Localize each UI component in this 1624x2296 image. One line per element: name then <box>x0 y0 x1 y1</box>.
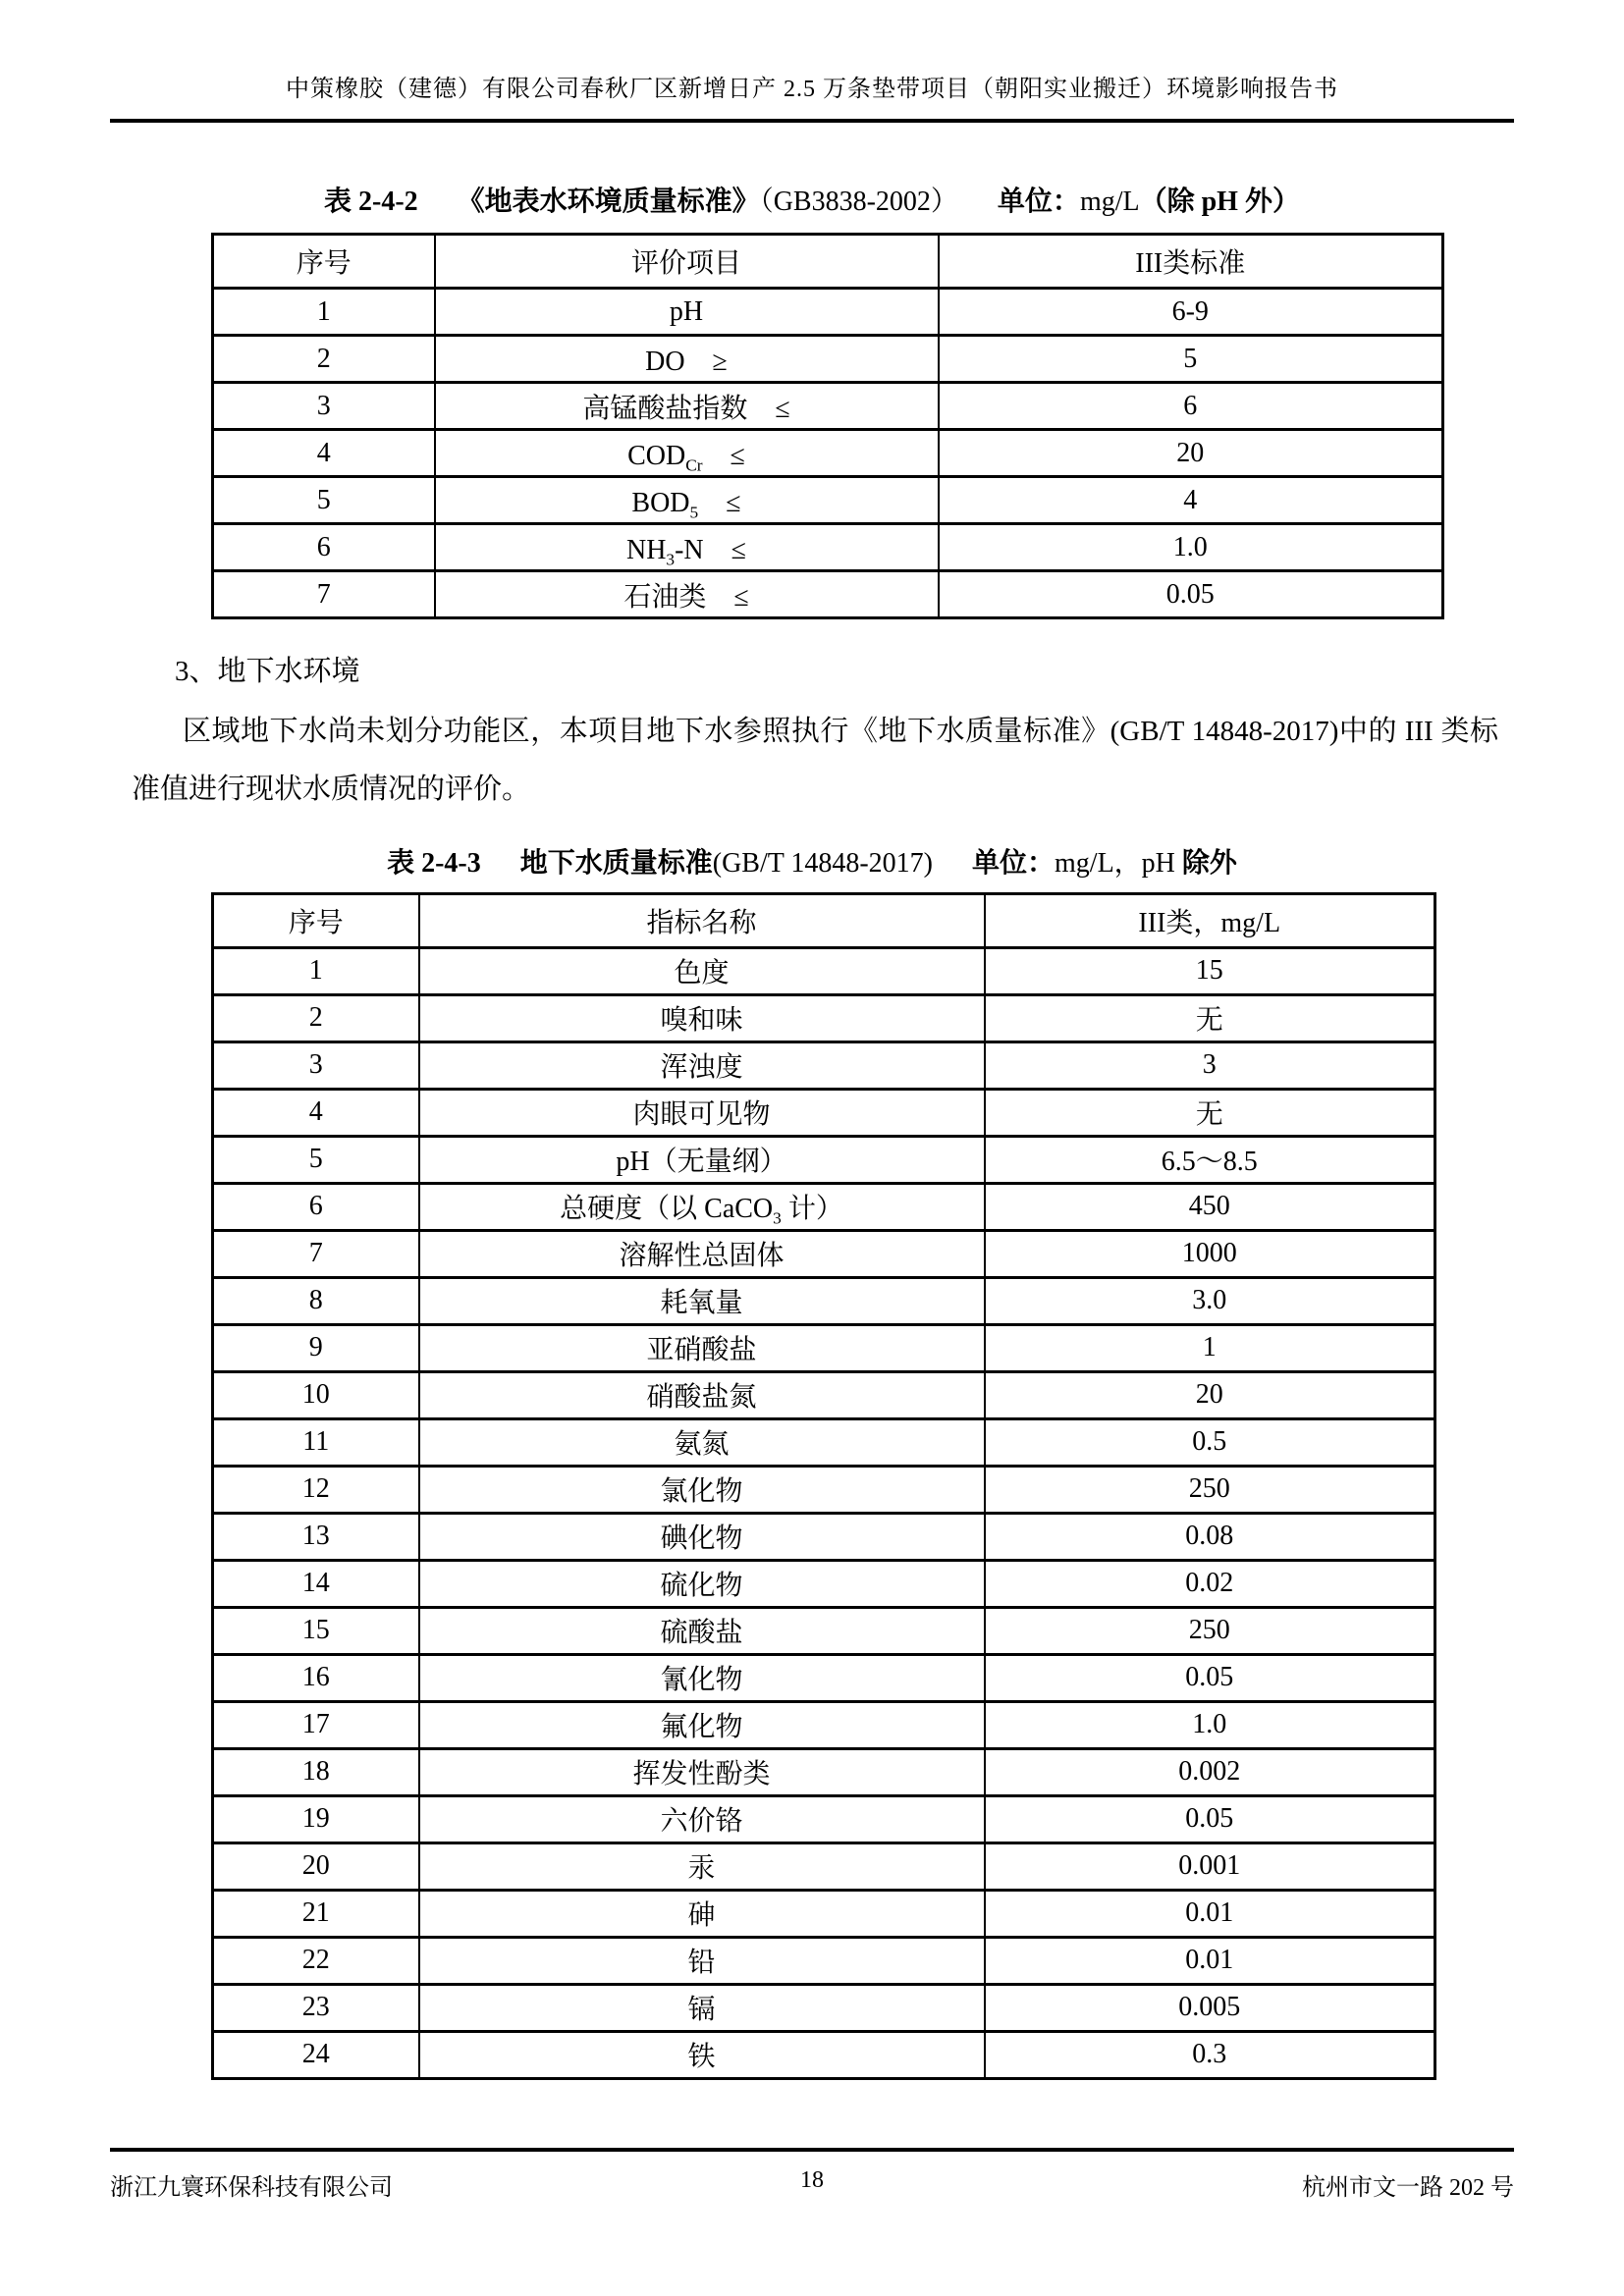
surface-water-standards-table <box>211 233 1444 619</box>
table-cell: DO ≥ <box>435 336 939 383</box>
table-cell: 6 <box>213 524 435 571</box>
section-heading: 3、地下水环境 <box>175 656 360 687</box>
table-row <box>213 524 1443 571</box>
section-paragraph: 区域地下水尚未划分功能区，本项目地下水参照执行《地下水质量标准》(GB/T 14848-2017)中的 III 类标准值进行现状水质情况的评价。 <box>132 716 1498 806</box>
table-cell: 21 <box>213 1890 419 1937</box>
title-segment: 表 2-4-3 <box>387 847 481 879</box>
table-cell: 6 <box>939 383 1443 430</box>
table-cell: 16 <box>213 1654 419 1701</box>
table-cell: 5 <box>213 477 435 524</box>
table-cell: 铅 <box>419 1937 985 1984</box>
column-header-class3: III类，mg/L <box>985 893 1435 947</box>
table-row <box>213 1513 1435 1560</box>
table-cell: 无 <box>985 1089 1435 1136</box>
column-header-no: 序号 <box>213 893 419 947</box>
table-cell: 硝酸盐氮 <box>419 1371 985 1418</box>
table-cell: 2 <box>213 994 419 1041</box>
table-cell: 溶解性总固体 <box>419 1230 985 1277</box>
table-row <box>213 1842 1435 1890</box>
table-cell: 6 <box>213 1183 419 1230</box>
table-cell: 24 <box>213 2031 419 2078</box>
table-row <box>213 1937 1435 1984</box>
table-row <box>213 1230 1435 1277</box>
table-cell: 14 <box>213 1560 419 1607</box>
table-cell: 4 <box>213 430 435 477</box>
table-cell: 1000 <box>985 1230 1435 1277</box>
table-row <box>213 477 1443 524</box>
table-cell: 1.0 <box>985 1701 1435 1748</box>
table-header-row <box>213 235 1443 289</box>
column-header-item: 评价项目 <box>435 235 939 289</box>
footer-address: 杭州市文一路 202 号 <box>1302 2175 1515 2201</box>
table-cell: 高锰酸盐指数 ≤ <box>435 383 939 430</box>
title-segment: 表 2-4-2 <box>324 187 418 217</box>
table-cell: 7 <box>213 571 435 618</box>
table-cell: 1.0 <box>939 524 1443 571</box>
table-cell: $COD_{Cr}$ ≤ <box>435 430 939 477</box>
table-cell: 0.001 <box>985 1842 1435 1890</box>
table-cell: 3 <box>213 1041 419 1089</box>
table1-title <box>0 180 1624 219</box>
table-row <box>213 1890 1435 1937</box>
table-row <box>213 1324 1435 1371</box>
table-cell: 6.5～8.5 <box>985 1136 1435 1183</box>
table-row <box>213 1183 1435 1230</box>
table-cell: 肉眼可见物 <box>419 1089 985 1136</box>
table-header-row <box>213 893 1435 947</box>
table-cell: 19 <box>213 1795 419 1842</box>
table-cell: 1 <box>985 1324 1435 1371</box>
table-row <box>213 1371 1435 1418</box>
table-row <box>213 947 1435 994</box>
table-cell: 17 <box>213 1701 419 1748</box>
table-cell: 4 <box>213 1089 419 1136</box>
table-row <box>213 336 1443 383</box>
table-cell: $NH_3-N$ ≤ <box>435 524 939 571</box>
table-cell: 20 <box>939 430 1443 477</box>
table-cell: 0.05 <box>939 571 1443 618</box>
title-segment: (GB/T 14848-2017) <box>712 847 933 879</box>
table-cell: 0.02 <box>985 1560 1435 1607</box>
title-segment: 除外 <box>1181 847 1237 879</box>
table-cell: 石油类 ≤ <box>435 571 939 618</box>
table-row <box>213 1466 1435 1513</box>
table-cell: 6-9 <box>939 289 1443 336</box>
table-cell: 0.08 <box>985 1513 1435 1560</box>
table-cell: 450 <box>985 1183 1435 1230</box>
table-row <box>213 430 1443 477</box>
table-cell: 7 <box>213 1230 419 1277</box>
table-row <box>213 2031 1435 2078</box>
table-cell: 氯化物 <box>419 1466 985 1513</box>
table-cell: 10 <box>213 1371 419 1418</box>
table-cell: 砷 <box>419 1890 985 1937</box>
title-segment: mg/L，pH <box>1055 847 1182 879</box>
table-row <box>213 1089 1435 1136</box>
table-cell: 氰化物 <box>419 1654 985 1701</box>
table-cell: 20 <box>213 1842 419 1890</box>
table-cell: 氨氮 <box>419 1418 985 1466</box>
column-header-no: 序号 <box>213 235 435 289</box>
table-cell: 5 <box>213 1136 419 1183</box>
table-cell: 2 <box>213 336 435 383</box>
table-row <box>213 1984 1435 2031</box>
document-header-title: 中策橡胶（建德）有限公司春秋厂区新增日产 2.5 万条垫带项目（朝阳实业搬迁）环境影响报告书 <box>286 77 1338 102</box>
table2-title <box>0 841 1624 881</box>
table-row <box>213 1136 1435 1183</box>
table-cell: 5 <box>939 336 1443 383</box>
table-cell: 15 <box>213 1607 419 1654</box>
table-cell: 碘化物 <box>419 1513 985 1560</box>
table-cell: 0.01 <box>985 1890 1435 1937</box>
table-cell: 嗅和味 <box>419 994 985 1041</box>
table-cell: 3 <box>985 1041 1435 1089</box>
table-cell: 硫化物 <box>419 1560 985 1607</box>
table-cell: 硫酸盐 <box>419 1607 985 1654</box>
table-cell: 1 <box>213 947 419 994</box>
table-cell: 挥发性酚类 <box>419 1748 985 1795</box>
table-cell: 18 <box>213 1748 419 1795</box>
table-cell: 六价铬 <box>419 1795 985 1842</box>
table-row <box>213 571 1443 618</box>
title-segment: 单位： <box>972 847 1056 879</box>
table-row <box>213 1654 1435 1701</box>
table-cell: 浑浊度 <box>419 1041 985 1089</box>
title-segment: （除 pH 外） <box>1139 187 1300 217</box>
table-row <box>213 1795 1435 1842</box>
title-segment: mg/L <box>1079 187 1140 217</box>
table-cell: 无 <box>985 994 1435 1041</box>
groundwater-standards-table <box>211 892 1436 2080</box>
title-segment: 《地表水环境质量标准》 <box>457 187 760 217</box>
table-cell: 8 <box>213 1277 419 1324</box>
table-cell: 0.05 <box>985 1654 1435 1701</box>
table-cell: 15 <box>985 947 1435 994</box>
table-cell: 250 <box>985 1607 1435 1654</box>
table-row <box>213 1041 1435 1089</box>
table-cell: 3 <box>213 383 435 430</box>
header-divider <box>110 119 1514 123</box>
table-cell: 13 <box>213 1513 419 1560</box>
table-row <box>213 289 1443 336</box>
table-cell: 色度 <box>419 947 985 994</box>
table-cell: 0.01 <box>985 1937 1435 1984</box>
table-cell: 0.05 <box>985 1795 1435 1842</box>
title-segment: 单位： <box>997 187 1080 217</box>
column-header-standard: III类标准 <box>939 235 1443 289</box>
table-cell: 氟化物 <box>419 1701 985 1748</box>
table-cell: 0.005 <box>985 1984 1435 2031</box>
column-header-indicator: 指标名称 <box>419 893 985 947</box>
table-cell: $BOD_5$ ≤ <box>435 477 939 524</box>
table-cell: 23 <box>213 1984 419 2031</box>
table-cell: 0.5 <box>985 1418 1435 1466</box>
table-row <box>213 1418 1435 1466</box>
table-cell: 镉 <box>419 1984 985 2031</box>
table-cell: 3.0 <box>985 1277 1435 1324</box>
page-footer <box>110 2148 1514 2202</box>
table-row <box>213 383 1443 430</box>
table-cell: 11 <box>213 1418 419 1466</box>
footer-company: 浙江九寰环保科技有限公司 <box>110 2175 393 2201</box>
table-cell: 20 <box>985 1371 1435 1418</box>
table-cell: 亚硝酸盐 <box>419 1324 985 1371</box>
table-cell: 铁 <box>419 2031 985 2078</box>
table-row <box>213 1277 1435 1324</box>
table-cell: 250 <box>985 1466 1435 1513</box>
table-cell: 0.002 <box>985 1748 1435 1795</box>
table-cell: pH <box>435 289 939 336</box>
table-row <box>213 1560 1435 1607</box>
table-cell: 22 <box>213 1937 419 1984</box>
table-cell: 12 <box>213 1466 419 1513</box>
table-row <box>213 1701 1435 1748</box>
table-row <box>213 994 1435 1041</box>
table-cell: 9 <box>213 1324 419 1371</box>
table-cell: 总硬度（以 CaCO$_3$ 计） <box>419 1183 985 1230</box>
table-cell: 1 <box>213 289 435 336</box>
table-row <box>213 1748 1435 1795</box>
table-row <box>213 1607 1435 1654</box>
table-cell: 4 <box>939 477 1443 524</box>
footer-page-number: 18 <box>800 2167 824 2193</box>
table-cell: 0.3 <box>985 2031 1435 2078</box>
table-cell: 汞 <box>419 1842 985 1890</box>
table-cell: 耗氧量 <box>419 1277 985 1324</box>
table-cell: pH（无量纲） <box>419 1136 985 1183</box>
title-segment: 地下水质量标准 <box>519 847 713 879</box>
title-segment: （GB3838-2002） <box>759 187 958 217</box>
